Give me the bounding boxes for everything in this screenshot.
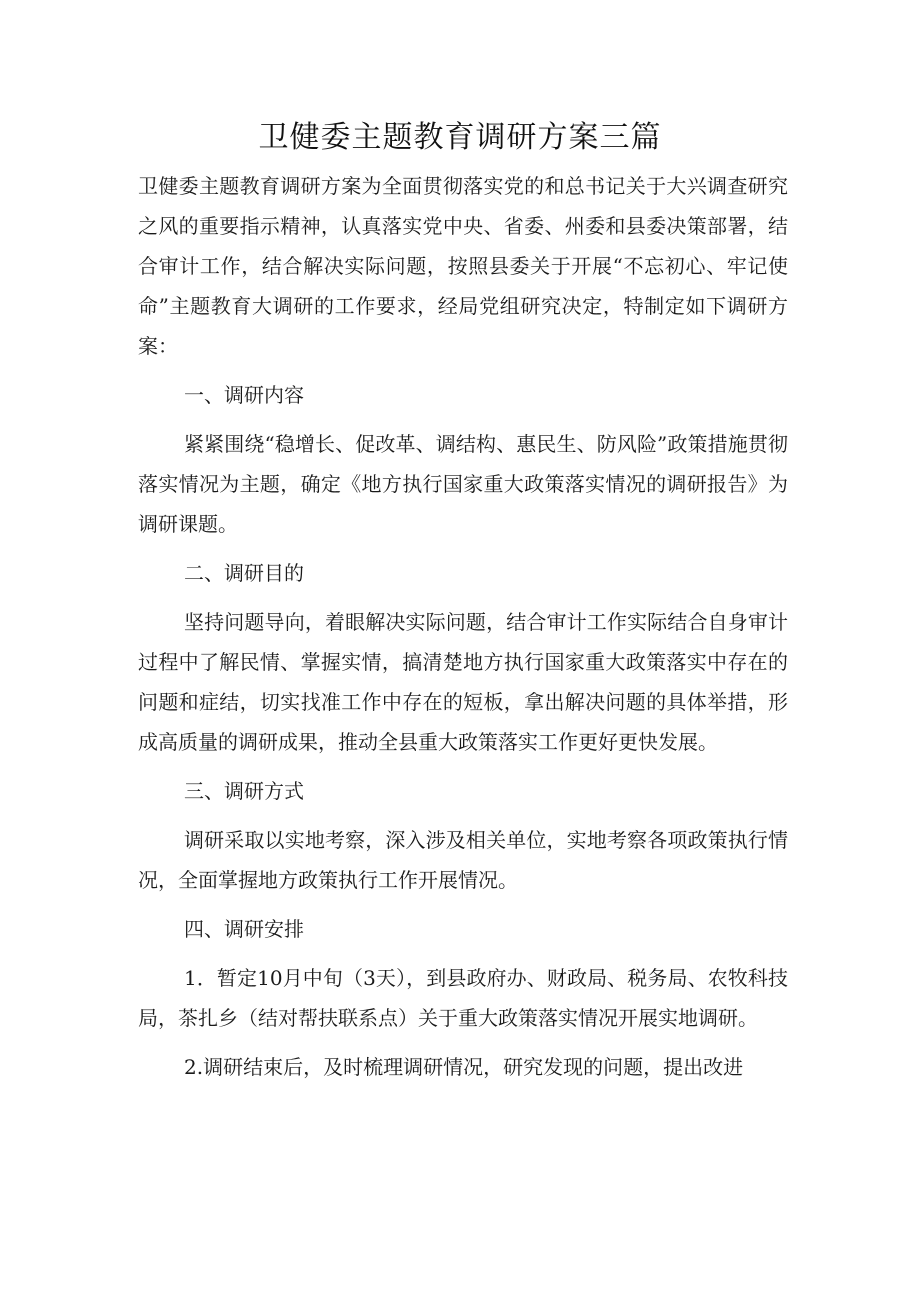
document-body [138, 166, 788, 1087]
document-title: 卫健委主题教育调研方案三篇 [258, 120, 662, 155]
section-heading-content: 一、调研内容 [184, 383, 304, 407]
section-heading-schedule: 四、调研安排 [184, 917, 304, 941]
section-purpose-paragraph: 坚持问题导向，着眼解决实际问题，结合审计工作实际结合自身审计过程中了解民情、掌握实情，搞清楚地方执行国家重大政策落实中存在的问题和症结，切实找准工作中存在的短板，拿出解决问题的具体举措，形成高质量的调研成果，推动全县重大政策落实工作更好更快发展。 [138, 610, 788, 754]
section-method-paragraph: 调研采取以实地考察，深入涉及相关单位，实地考察各项政策执行情况，全面掌握地方政策执行工作开展情况。 [138, 828, 788, 892]
section-heading-method: 三、调研方式 [184, 779, 304, 803]
section-schedule-paragraph-1: 1．暂定10月中旬（3天），到县政府办、财政局、税务局、农牧科技局，茶扎乡（结对帮扶联系点）关于重大政策落实情况开展实地调研。 [138, 966, 788, 1030]
intro-paragraph: 卫健委主题教育调研方案为全面贯彻落实党的和总书记关于大兴调查研究之风的重要指示精神，认真落实党中央、省委、州委和县委决策部署，结合审计工作，结合解决实际问题，按照县委关于开展“不忘初心、牢记使命”主题教育大调研的工作要求，经局党组研究决定，特制定如下调研方案： [138, 174, 788, 358]
section-heading-purpose: 二、调研目的 [184, 561, 304, 585]
section-content-paragraph: 紧紧围绕“稳增长、促改革、调结构、惠民生、防风险”政策措施贯彻落实情况为主题，确定《地方执行国家重大政策落实情况的调研报告》为调研课题。 [138, 432, 788, 536]
section-schedule-paragraph-2: 2.调研结束后，及时梳理调研情况，研究发现的问题，提出改进 [184, 1055, 744, 1079]
